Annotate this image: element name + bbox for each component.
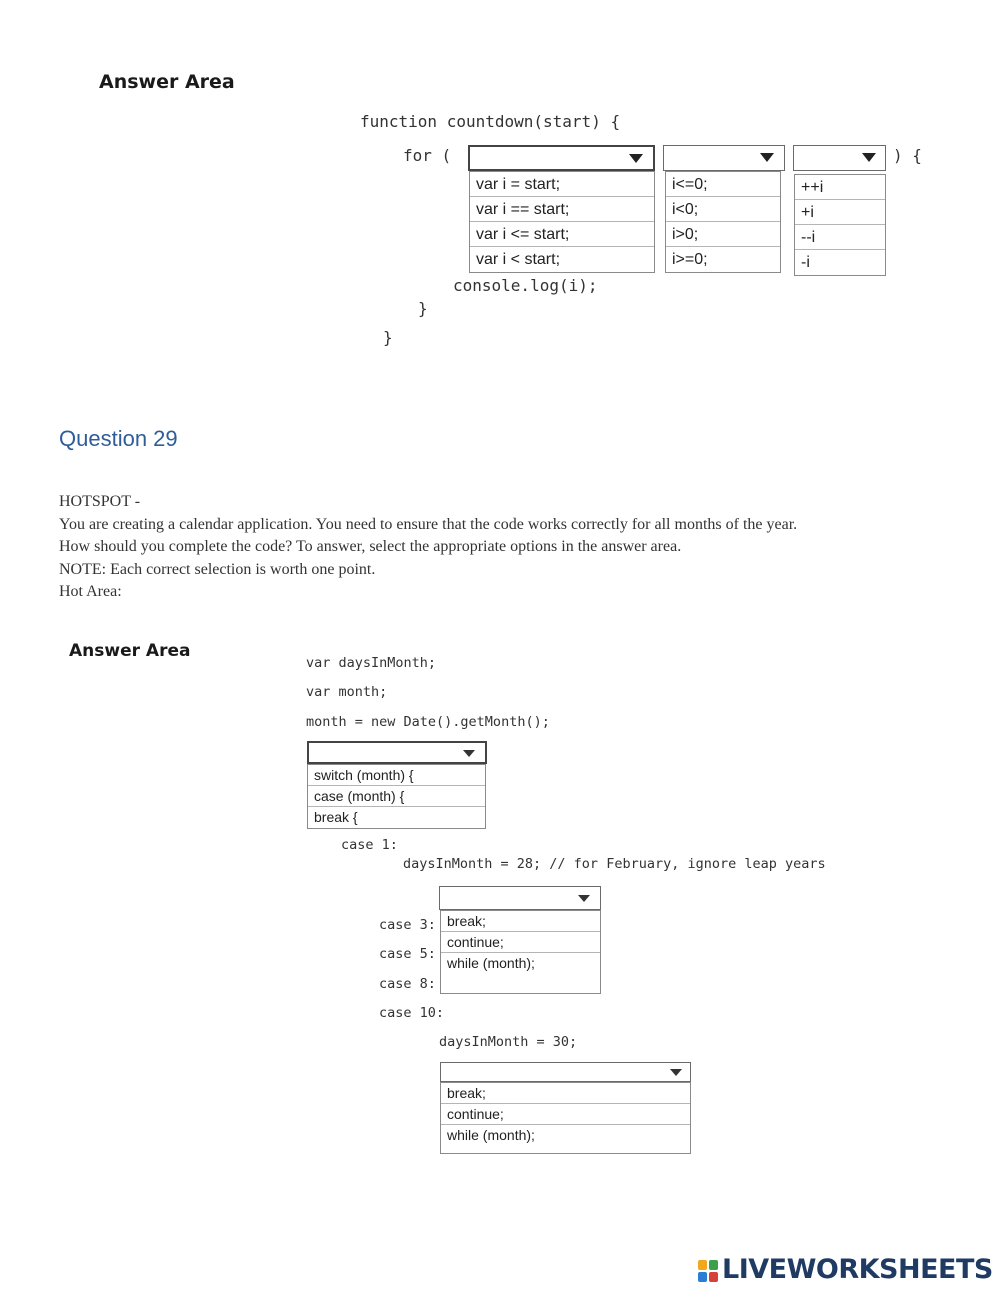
after-feb-options-list <box>440 910 601 994</box>
condition-option[interactable]: i<=0; <box>666 172 780 197</box>
code-outer-brace: } <box>383 328 393 347</box>
code-case-5: case 5: <box>379 946 436 962</box>
liveworksheets-logo-icon <box>698 1260 718 1282</box>
code-days-30: daysInMonth = 30; <box>439 1034 578 1050</box>
step-options-list <box>794 174 886 276</box>
code-case-3: case 3: <box>379 917 436 933</box>
switch-option[interactable]: break { <box>314 809 358 825</box>
step-option[interactable]: +i <box>795 200 885 225</box>
step-option[interactable]: --i <box>795 225 885 250</box>
condition-option[interactable]: i<0; <box>666 197 780 222</box>
switch-options-list <box>307 764 486 829</box>
question-line-4: Hot Area: <box>59 583 122 600</box>
switch-option[interactable]: switch (month) { <box>308 765 485 786</box>
code-case-1: case 1: <box>341 837 398 853</box>
liveworksheets-logo[interactable]: LIVEWORKSHEETS <box>722 1254 993 1285</box>
after-thirty-options-list <box>440 1082 691 1154</box>
after-thirty-dropdown[interactable] <box>440 1062 691 1082</box>
switch-dropdown[interactable] <box>307 741 487 764</box>
code-console-log: console.log(i); <box>453 276 598 295</box>
code-case-10: case 10: <box>379 1005 445 1021</box>
code-function-header: function countdown(start) { <box>360 112 621 131</box>
step-dropdown[interactable] <box>793 145 886 171</box>
question-line-2: How should you complete the code? To answer, select the appropriate options in the answer area. <box>59 538 682 555</box>
code-for-open: for ( <box>403 146 452 165</box>
step-option[interactable]: -i <box>801 254 810 271</box>
answer-area-title: Answer Area <box>99 71 235 93</box>
question-text <box>59 491 979 604</box>
code-month-assign: month = new Date().getMonth(); <box>306 714 550 730</box>
condition-options-list <box>665 171 781 273</box>
condition-option[interactable]: i>=0; <box>672 251 708 268</box>
condition-dropdown[interactable] <box>663 145 785 171</box>
after-feb-option[interactable]: while (month); <box>447 955 535 971</box>
step-option[interactable]: ++i <box>795 175 885 200</box>
code-var-days: var daysInMonth; <box>306 655 437 671</box>
question-title: Question 29 <box>59 426 178 451</box>
chevron-down-icon <box>760 153 774 162</box>
init-dropdown[interactable] <box>468 145 655 171</box>
after-thirty-option[interactable]: break; <box>441 1083 690 1104</box>
after-thirty-option[interactable]: while (month); <box>447 1127 535 1143</box>
after-thirty-option[interactable]: continue; <box>441 1104 690 1125</box>
init-option[interactable]: var i < start; <box>476 251 561 268</box>
init-option[interactable]: var i <= start; <box>470 222 654 247</box>
chevron-down-icon <box>670 1069 682 1076</box>
init-option[interactable]: var i = start; <box>470 172 654 197</box>
code-case-8: case 8: <box>379 976 436 992</box>
chevron-down-icon <box>629 154 643 163</box>
question-line-3: NOTE: Each correct selection is worth one point. <box>59 560 376 578</box>
question-type: HOTSPOT - <box>59 493 141 510</box>
chevron-down-icon <box>862 153 876 162</box>
after-feb-option[interactable]: break; <box>441 911 600 932</box>
switch-option[interactable]: case (month) { <box>308 786 485 807</box>
chevron-down-icon <box>578 895 590 902</box>
chevron-down-icon <box>463 750 475 757</box>
code-var-month: var month; <box>306 684 388 700</box>
code-for-close: ) { <box>893 146 922 165</box>
code-days-28: daysInMonth = 28; // for February, ignore leap years <box>403 856 826 872</box>
after-feb-option[interactable]: continue; <box>441 932 600 953</box>
answer-area-title-2: Answer Area <box>69 641 191 661</box>
question-line-1: You are creating a calendar application. You need to ensure that the code works correctly for all months of the year. <box>59 515 798 533</box>
code-inner-brace: } <box>418 299 428 318</box>
init-option[interactable]: var i == start; <box>470 197 654 222</box>
init-options-list <box>469 171 655 273</box>
condition-option[interactable]: i>0; <box>666 222 780 247</box>
after-feb-dropdown[interactable] <box>439 886 601 910</box>
